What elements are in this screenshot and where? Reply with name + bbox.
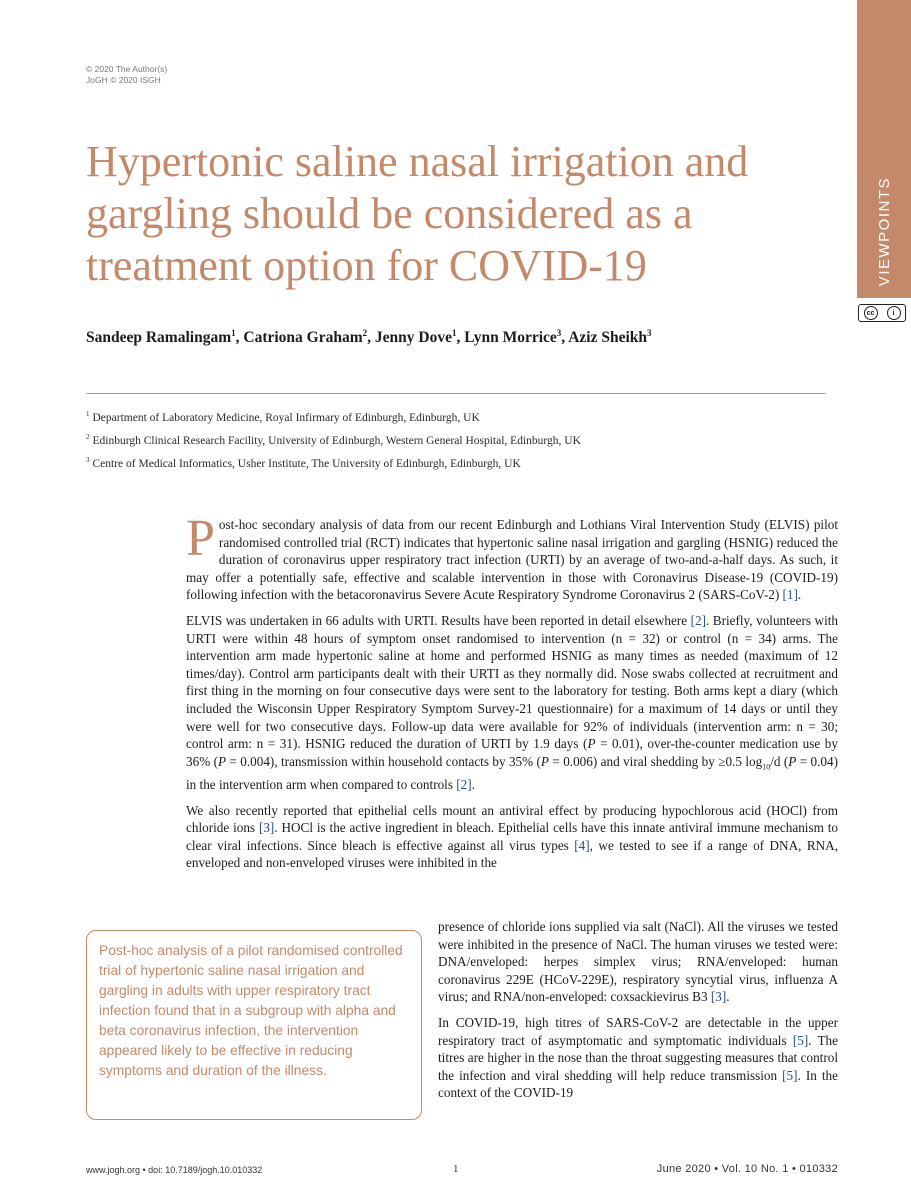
cc-by-license-icon[interactable]	[858, 304, 906, 322]
affiliation-item: $^1$ Department of Laboratory Medicine, Royal Infirmary of Edinburgh, Edinburgh, UK	[86, 410, 480, 424]
reference-link[interactable]: [3]	[710, 989, 727, 1005]
copyright-line: JoGH © 2020 ISGH	[86, 75, 161, 85]
body-paragraph: We also recently reported that epithelial cells mount an antiviral effect by producing hypochlorous acid (HOCl) from chloride ions [3]. HOCl is the active ingredient in bleach. Epithelial cells have this innate antiviral immune mechanism to clear viral infections. Since bleach is effective against all virus types [4], we tested to see if a range of DNA, RNA, enveloped and non-enveloped viruses were inhibited in the	[186, 802, 838, 871]
page-number: 1	[453, 1163, 459, 1175]
body-paragraph: ELVIS was undertaken in 66 adults with URTI. Results have been reported in detail elsewhere [2]. Briefly, volunteers with URTI were within 48 hours of symptom onset randomised to intervention (n = 32) or control (n = 34) arms. The intervention arm made hypertonic saline at home and performed HSNIG as many times as needed (maximum of 12 times/day). Control arm participants dealt with their URTI as they normally did. Nose swabs collected at recruitment and first thing in the morning on four consecutive days were sent to the laboratory for testing. Both arms kept a diary (which included the Wisconsin Upper Respiratory Symptom Survey-21 questionnaire) for a maximum of 14 days or until they were well for two consecutive days. Follow-up data were available for 92% of individuals (intervention arm: n = 30; control arm: n = 31). HSNIG reduced the duration of URTI by 1.9 days (P = 0.01), over-the-counter medication use by 36% (P = 0.004), transmission within household contacts by 35% (P = 0.006) and viral shedding by ≥0.5 $\log_{10}/d$ (P = 0.04) in the intervention arm when compared to controls [2].	[186, 612, 839, 792]
section-tab-label-wrap	[857, 0, 911, 298]
body-paragraph: Post-hoc secondary analysis of data from our recent Edinburgh and Lothians Viral Intervention Study (ELVIS) pilot randomised controlled trial (RCT) indicates that hypertonic saline nasal irrigation and gargling (HSNIG) reduced the duration of coronavirus upper respiratory tract infection (URTI) by an average of two-and-a-half days. As such, it may offer a potentially safe, effective and scalable intervention in those with Coronavirus Disease-19 (COVID-19) following infection with the betacoronavirus Severe Acute Respiratory Syndrome Coronavirus 2 (SARS-CoV-2) [1].	[186, 510, 838, 603]
affiliation-item: $^2$ Edinburgh Clinical Research Facility, University of Edinburgh, Western General Hospital, Edinburgh, UK	[86, 432, 581, 447]
author[interactable]: Sandeep Ramalingam$^1$	[86, 327, 236, 346]
affiliation-item: $^3$ Centre of Medical Informatics, Usher Institute, The University of Edinburgh, Edinburgh, UK	[86, 455, 521, 470]
reference-link[interactable]: [5]	[792, 1032, 809, 1048]
reference-link[interactable]: [3]	[258, 820, 275, 836]
body-right-column	[438, 918, 838, 1110]
footer-doi[interactable]: www.jogh.org • doi: 10.7189/jogh.10.010332	[86, 1165, 263, 1175]
reference-link[interactable]: [4]	[574, 837, 590, 853]
body-main-column	[186, 510, 839, 880]
author[interactable]: Aziz Sheikh$^3$	[568, 327, 652, 346]
reference-link[interactable]: [2]	[456, 776, 472, 792]
copyright-line: © 2020 The Author(s)	[86, 64, 168, 74]
drop-cap: P	[186, 510, 215, 567]
pull-quote: Post-hoc analysis of a pilot randomised controlled trial of hypertonic saline nasal irrigation and gargling in adults with upper respiratory tract infection found that in a subgroup with alpha and beta coronavirus infection, the intervention appeared likely to be effective in reducing symptoms and duration of the illness.	[86, 930, 422, 1120]
author[interactable]: Jenny Dove$^1$	[374, 327, 457, 346]
author-list: Sandeep Ramalingam$^1$, Catriona Graham$^2$, Jenny Dove$^1$, Lynn Morrice$^3$, Aziz Sheikh$^3$	[86, 327, 652, 346]
section-tab	[857, 0, 911, 298]
reference-link[interactable]: [2]	[690, 612, 706, 628]
reference-link[interactable]: [5]	[782, 1067, 798, 1083]
body-paragraph: In COVID-19, high titres of SARS-CoV-2 are detectable in the upper respiratory tract of asymptomatic and symptomatic individuals [5]. The titres are higher in the nose than the throat suggesting measures that control the infection and viral shedding will help reduce transmission [5]. In the context of the COVID-19	[438, 1014, 838, 1101]
copyright-notice	[86, 64, 167, 86]
section-tab-label: VIEWPOINTS	[875, 176, 893, 286]
divider	[86, 393, 826, 394]
issue-info: June 2020 • Vol. 10 No. 1 • 010332	[656, 1163, 838, 1175]
cc-icon: cc	[864, 306, 878, 320]
body-paragraph: presence of chloride ions supplied via salt (NaCl). All the viruses we tested were inhibited in the presence of NaCl. The human viruses we tested were: DNA/enveloped: herpes simplex virus; RNA/enveloped: human coronavirus 229E (HCoV-229E), respiratory syncytial virus, influenza A virus; and RNA/non-enveloped: coxsackievirus B3 [3].	[438, 919, 838, 1005]
article-title: Hypertonic saline nasal irrigation and gargling should be considered as a treatment option for COVID-19	[86, 137, 749, 290]
author[interactable]: Lynn Morrice$^3$	[464, 327, 562, 346]
author[interactable]: Catriona Graham$^2$	[243, 327, 368, 346]
affiliation-list	[86, 405, 581, 473]
reference-link[interactable]: [1]	[782, 587, 798, 603]
attribution-icon: i	[887, 306, 901, 320]
